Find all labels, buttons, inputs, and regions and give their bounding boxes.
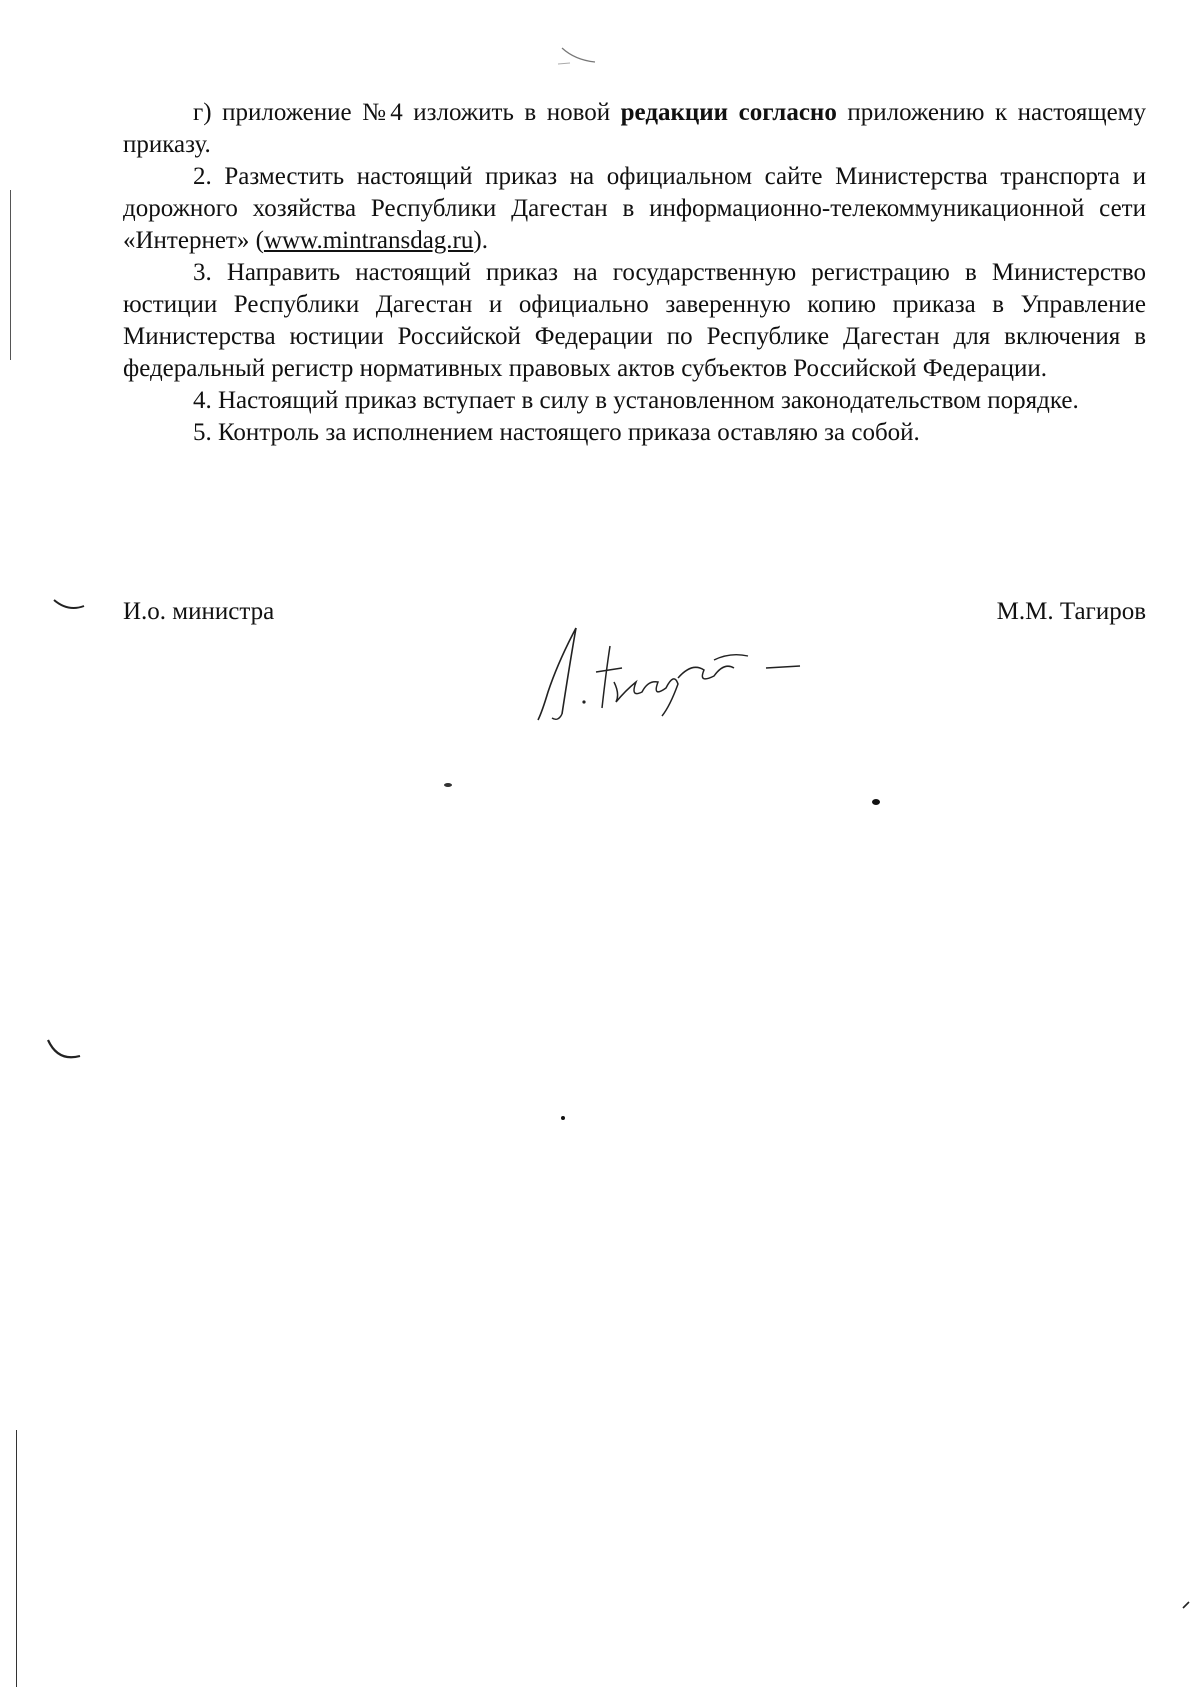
scan-dot-4: [1180, 1598, 1194, 1612]
paragraph-1-bold: редакции согласно: [620, 99, 837, 126]
paragraph-2: [123, 161, 1146, 257]
scan-mark-left-lower: [44, 1036, 84, 1066]
handwritten-signature: [518, 622, 818, 732]
signatory-name: М.М. Тагиров: [996, 598, 1146, 625]
paragraph-5: 5. Контроль за исполнением настоящего приказа оставляю за собой.: [193, 419, 920, 446]
scan-dot-2: [868, 796, 884, 808]
scan-dot-1: [440, 780, 456, 790]
paragraph-1: [123, 97, 1146, 161]
paragraph-1-lead: г) приложение №4 изложить в новой: [193, 99, 621, 126]
paragraph-1-tail: приложению к настоящему приказу.: [123, 99, 1146, 158]
signatory-title: И.о. министра: [123, 598, 275, 625]
scan-edge-line-upper: [10, 190, 11, 360]
website-link[interactable]: www.mintransdag.ru: [263, 227, 474, 254]
paragraph-2-lead: 2. Разместить настоящий приказ на официальном сайте Министерства транспорта и дорожного хозяйства Республики Дагестан в информационно-телекоммуникационной сети «Интернет» (: [123, 163, 1146, 254]
paragraph-2-tail: ).: [473, 227, 488, 254]
scan-mark-left-upper: [50, 596, 90, 616]
paragraph-3: 3. Направить настоящий приказ на государственную регистрацию в Министерство юстиции Республики Дагестан и официально заверенную копию приказа в Управление Министерства юстиции Российской Федерации по Республике Дагестан для включения в федеральный регистр нормативных правовых актов субъектов Российской Федерации.: [123, 259, 1146, 382]
scan-dot-3: [558, 1113, 568, 1123]
document-body: [123, 97, 1146, 449]
paragraph-4: 4. Настоящий приказ вступает в силу в установленном законодательством порядке.: [193, 387, 1079, 414]
scan-mark-top: [550, 40, 600, 70]
scan-edge-line-lower: [16, 1430, 17, 1687]
